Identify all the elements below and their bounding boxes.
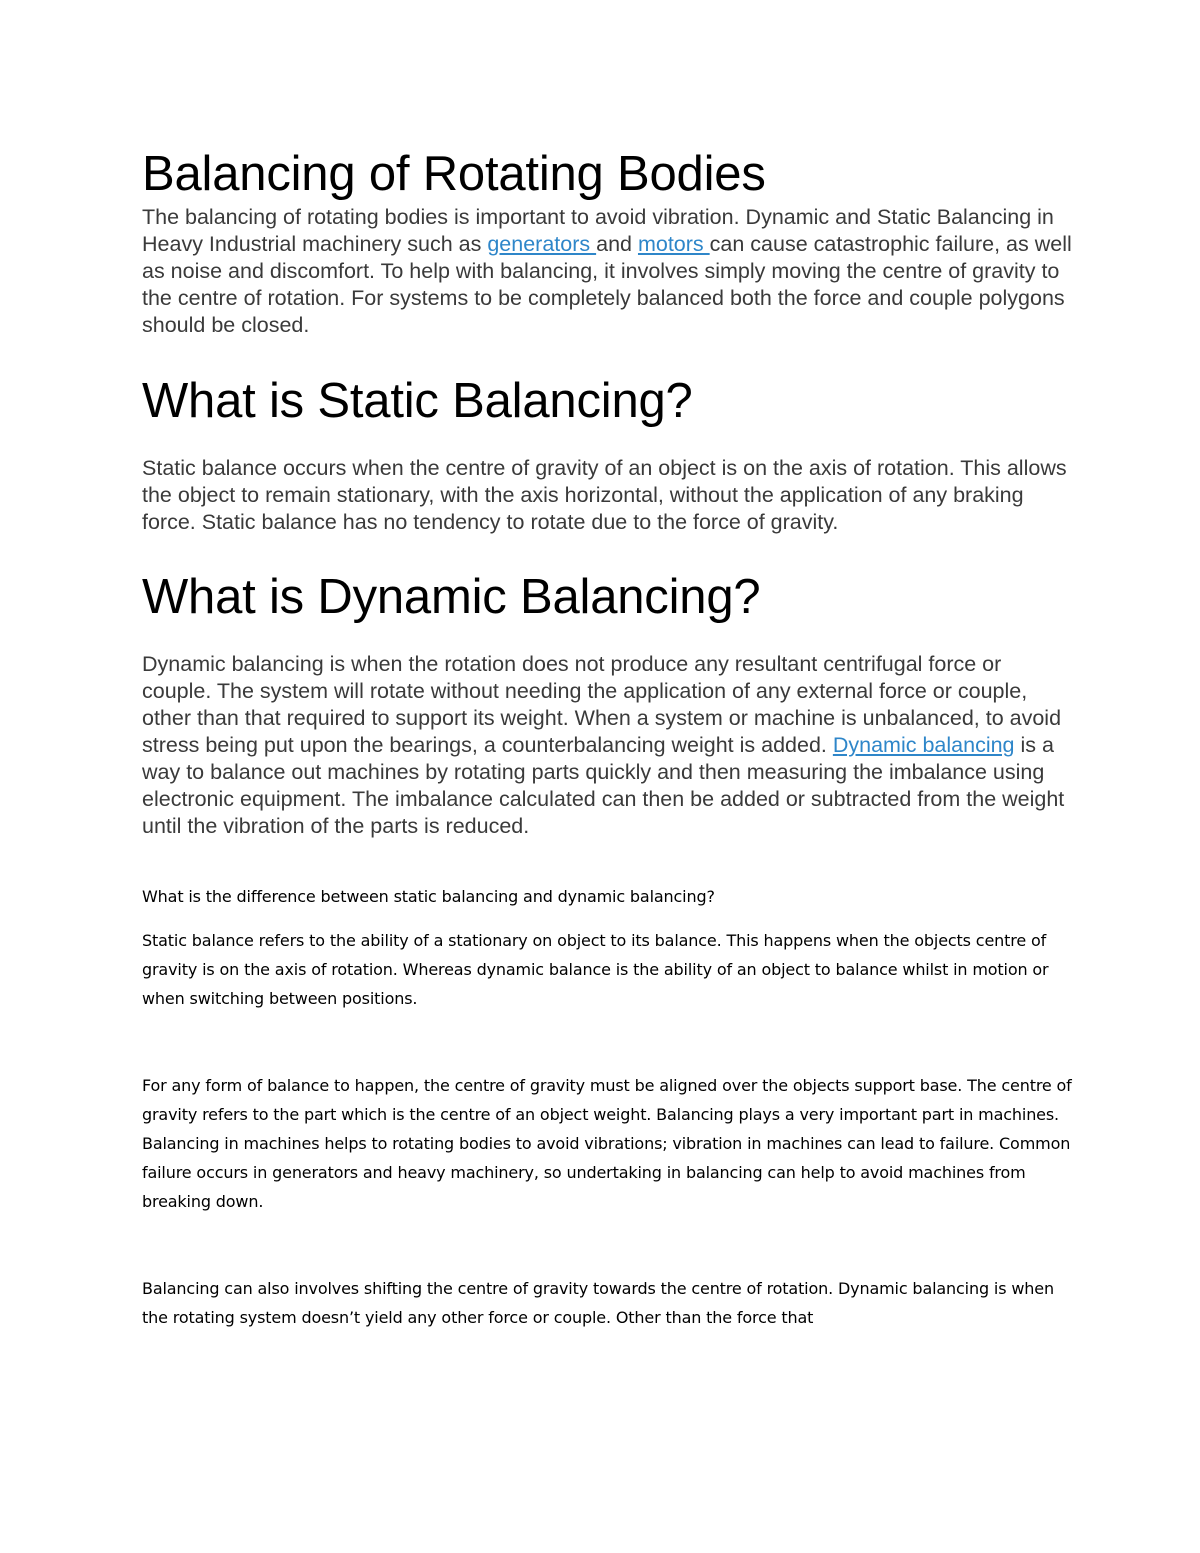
static-balancing-paragraph: Static balance occurs when the centre of gravity of an object is on the axis of rotation. This allows the object to remain stationary, with the axis horizontal, without the application of any braking force. Static balance has no tendency to rotate due to the force of gravity. <box>142 456 1067 534</box>
document-content <box>142 140 1072 1332</box>
intro-paragraph <box>142 204 1072 339</box>
difference-question: What is the difference between static balancing and dynamic balancing? <box>142 887 715 906</box>
shifting-centre-paragraph: Balancing can also involves shifting the centre of gravity towards the centre of rotation. Dynamic balancing is when the rotating system doesn’t yield any other force or couple. Other than the force that <box>142 1279 1054 1327</box>
intro-text-1: The balancing of rotating bodies is important to avoid vibration. Dynamic and Static Balancing in Heavy Industrial machinery such as <box>142 205 1054 256</box>
intro-text-3: can cause catastrophic failure, as well as noise and discomfort. To help with balancing, it involves simply moving the centre of gravity to the centre of rotation. For systems to be completely balanced both the force and couple polygons should be closed. <box>142 232 1072 337</box>
centre-of-gravity-paragraph: For any form of balance to happen, the centre of gravity must be aligned over the objects support base. The centre of gravity refers to the part which is the centre of an object weight. Balancing plays a very important part in machines. Balancing in machines helps to rotating bodies to avoid vibrations; vibration in machines can lead to failure. Common failure occurs in generators and heavy machinery, so undertaking in balancing can help to avoid machines from breaking down. <box>142 1076 1072 1211</box>
dynamic-text-2: is a way to balance out machines by rotating parts quickly and then measuring the imbalance using electronic equipment. The imbalance calculated can then be added or subtracted from the weight until the vibration of the parts is reduced. <box>142 733 1065 838</box>
dynamic-balancing-link[interactable]: Dynamic balancing <box>832 733 1015 757</box>
difference-answer: Static balance refers to the ability of a stationary on object to its balance. This happens when the objects centre of gravity is on the axis of rotation. Whereas dynamic balance is the ability of an object to balance whilst in motion or when switching between positions. <box>142 931 1049 1008</box>
document-title: Balancing of Rotating Bodies <box>142 147 766 201</box>
intro-text-2: and <box>596 232 638 256</box>
static-balancing-heading: What is Static Balancing? <box>142 374 693 428</box>
motors-link[interactable]: motors <box>637 232 710 256</box>
dynamic-balancing-paragraph <box>142 651 1072 840</box>
generators-link[interactable]: generators <box>487 232 597 256</box>
dynamic-balancing-heading: What is Dynamic Balancing? <box>142 570 761 624</box>
dynamic-text-1: Dynamic balancing is when the rotation does not produce any resultant centrifugal force or couple. The system will rotate without needing the application of any external force or couple, other than that required to support its weight. When a system or machine is unbalanced, to avoid stress being put upon the bearings, a counterbalancing weight is added. <box>142 652 1062 757</box>
